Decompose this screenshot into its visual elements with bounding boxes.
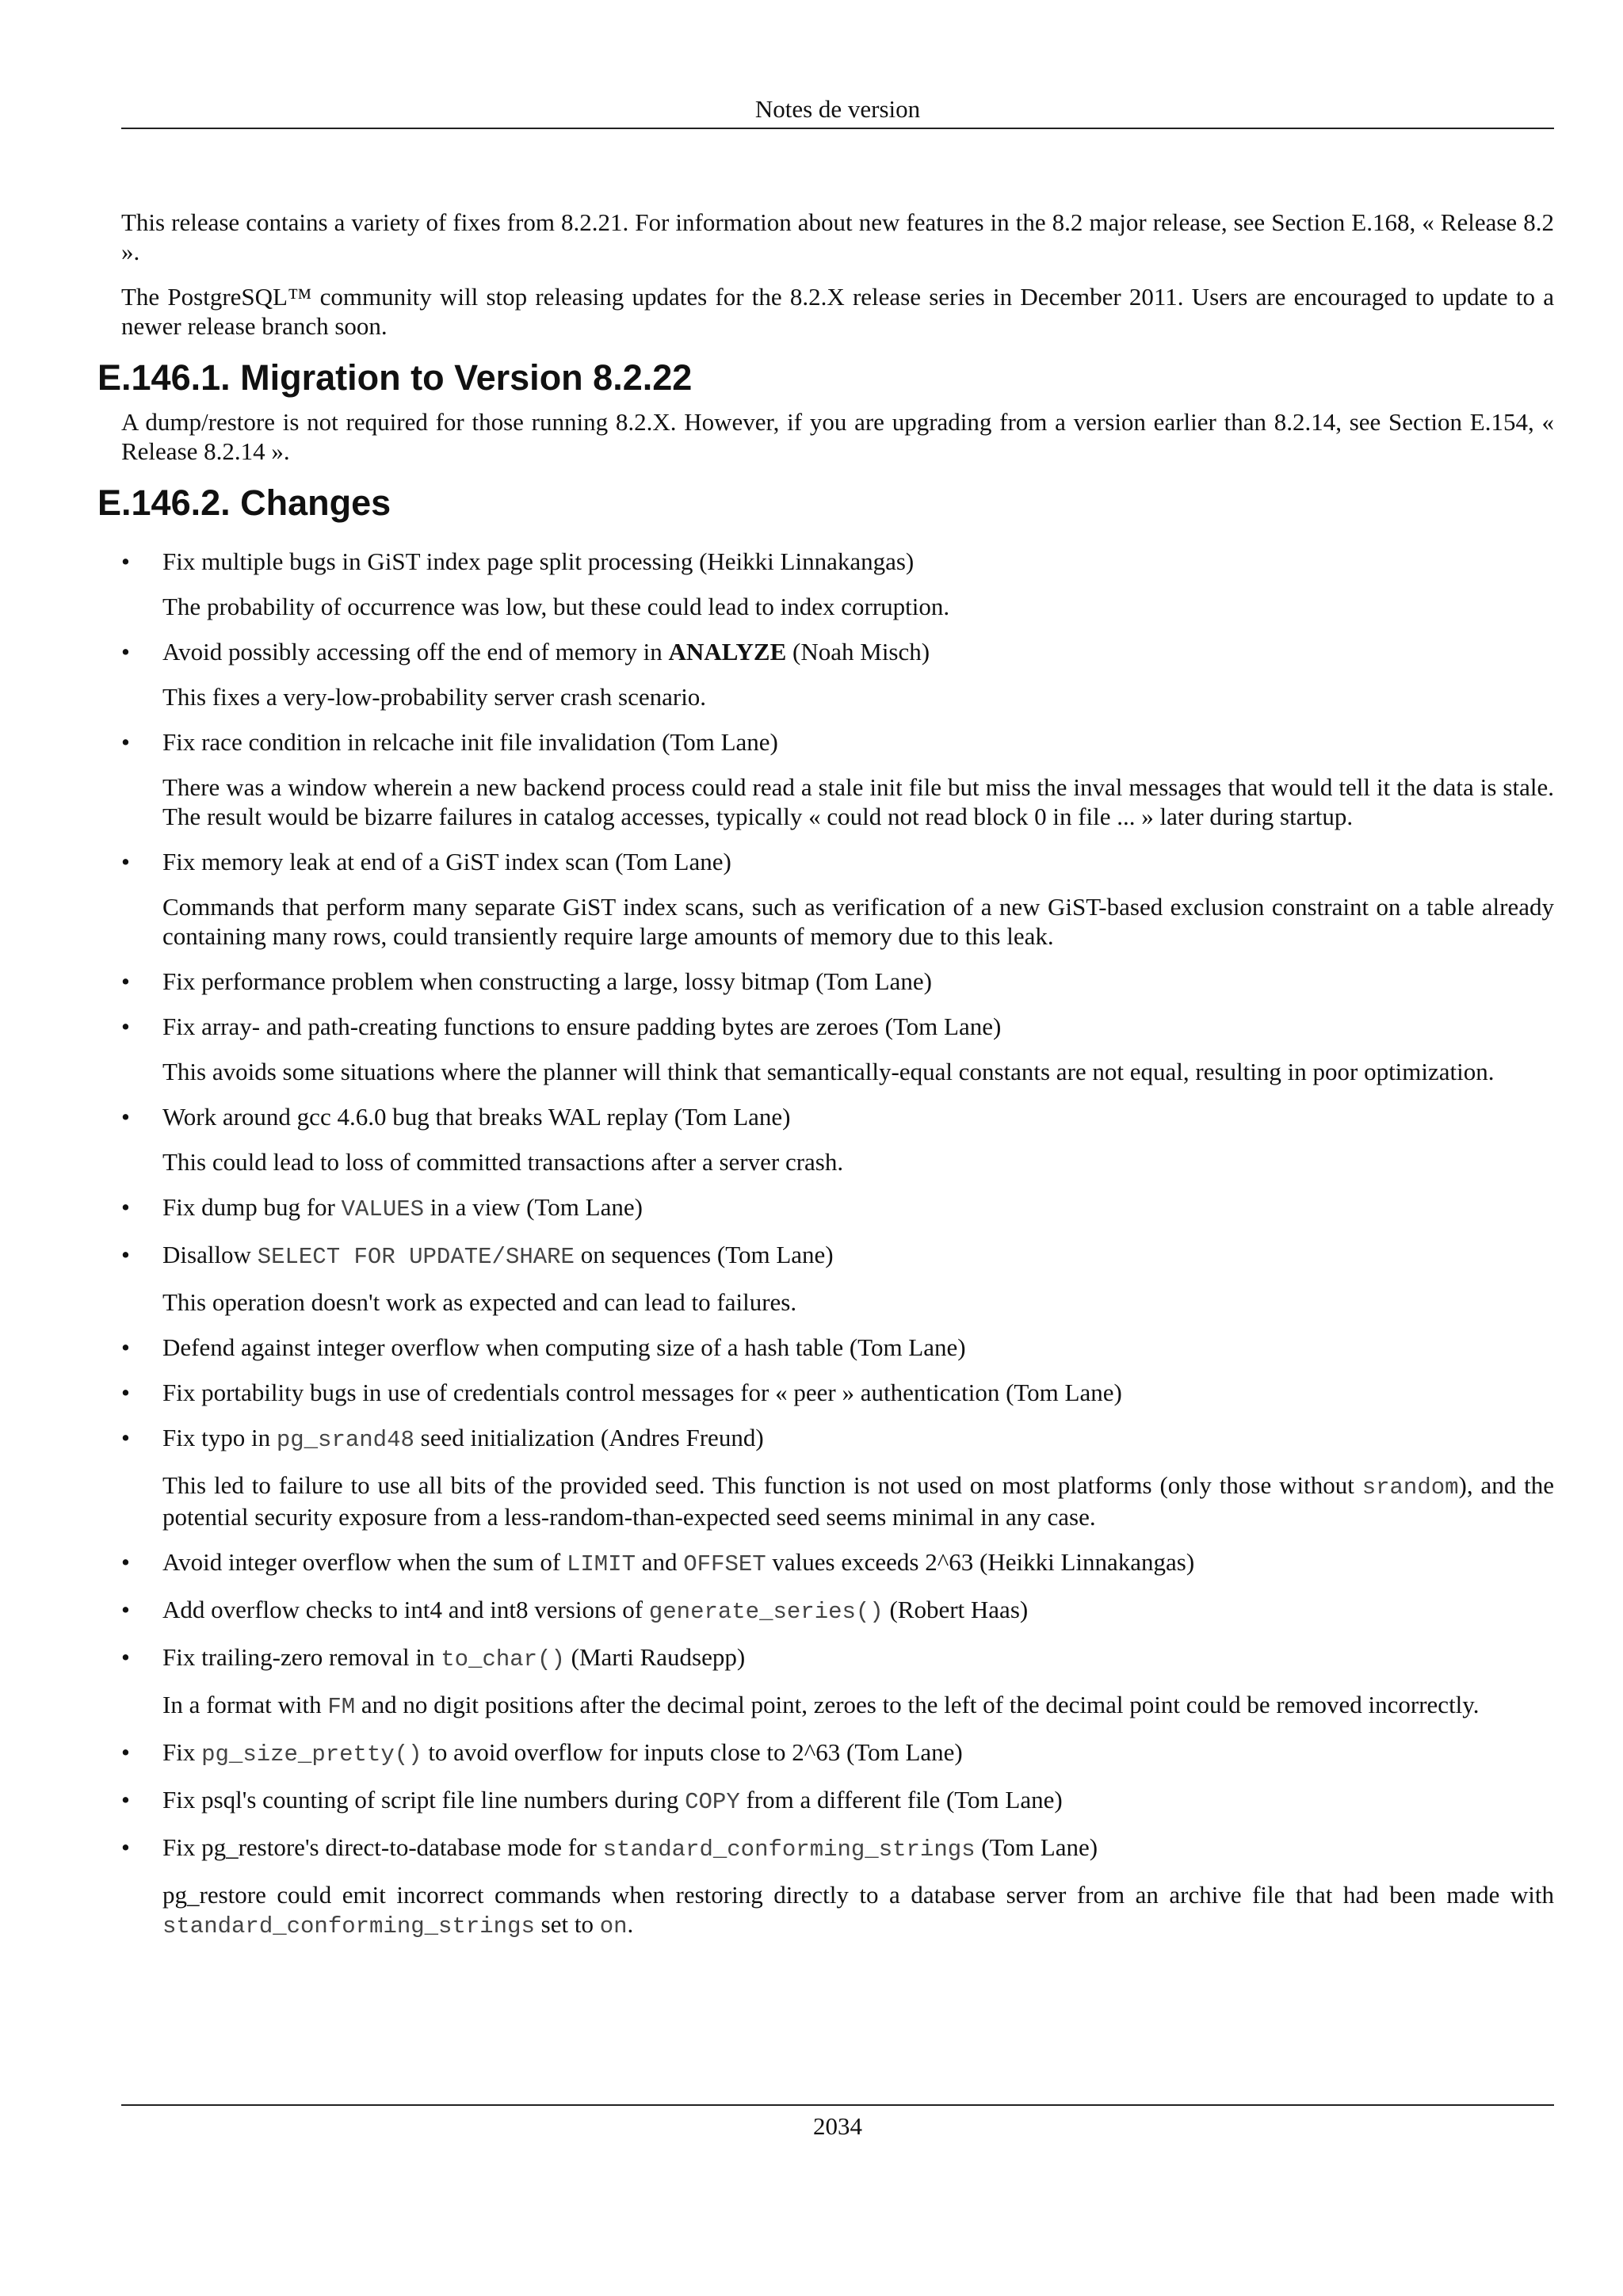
item-description — [162, 1690, 1554, 1722]
intro-paragraph: This release contains a variety of fixes from 8.2.21. For information about new features in the 8.2 major release, see Section E.168, « Release 8.2 ». — [121, 208, 1554, 265]
inline-code: standard_conforming_strings — [162, 1913, 535, 1939]
item-description: This fixes a very-low-probability server crash scenario. — [162, 683, 707, 711]
text-run: ), and the potential security exposure from a less-random-than-expected seed seems minimal in any case. — [162, 1471, 1554, 1531]
item-title — [162, 727, 1554, 757]
text-run: Avoid possibly accessing off the end of memory in — [162, 638, 669, 666]
list-item — [121, 1547, 1554, 1579]
list-item — [121, 1378, 1554, 1407]
item-title — [162, 1012, 1554, 1041]
list-item — [121, 1785, 1554, 1817]
page-number: 2034 — [813, 2112, 862, 2140]
text-run: Fix performance problem when constructing a large, lossy bitmap (Tom Lane) — [162, 967, 932, 995]
text-run: Fix trailing-zero removal in — [162, 1643, 441, 1671]
item-title — [162, 1833, 1554, 1864]
list-item — [121, 1102, 1554, 1177]
text-run: Work around gcc 4.6.0 bug that breaks WAL replay (Tom Lane) — [162, 1103, 791, 1131]
inline-code: FM — [327, 1694, 356, 1720]
inline-code: standard_conforming_strings — [602, 1836, 976, 1863]
list-item — [121, 847, 1554, 951]
inline-code: pg_size_pretty() — [201, 1741, 422, 1768]
text-run: pg_restore could emit incorrect commands when restoring directly to a database server from an archive file that had been made with — [162, 1881, 1554, 1909]
item-description: This could lead to loss of committed transactions after a server crash. — [162, 1148, 844, 1176]
text-run: set to — [534, 1910, 600, 1938]
inline-code: to_char() — [441, 1646, 565, 1672]
text-run: Disallow — [162, 1241, 258, 1268]
migration-heading: E.146.1. Migration to Version 8.2.22 — [97, 357, 693, 398]
item-title — [162, 1642, 1554, 1674]
inline-code: OFFSET — [683, 1551, 766, 1577]
text-run: values exceeds 2^63 (Heikki Linnakangas) — [766, 1548, 1195, 1576]
text-run: Fix portability bugs in use of credentials control messages for « peer » authentication (Tom Lane) — [162, 1379, 1122, 1406]
inline-code: COPY — [685, 1789, 740, 1815]
text-run: seed initialization (Andres Freund) — [414, 1424, 764, 1451]
item-description: There was a window wherein a new backend process could read a stale init file but miss the inval messages that would tell it the data is stale. The result would be bizarre failures in catalog accesses, typically « could not read block 0 in file ... » later during startup. — [162, 773, 1554, 830]
changes-list — [121, 547, 1554, 1941]
text-run: Fix pg_restore's direct-to-database mode for — [162, 1833, 603, 1861]
item-title — [162, 967, 1554, 996]
list-item — [121, 1833, 1554, 1941]
item-title — [162, 1785, 1554, 1817]
list-item — [121, 1192, 1554, 1224]
inline-code: generate_series() — [648, 1599, 884, 1625]
text-run: (Noah Misch) — [786, 638, 930, 666]
item-title — [162, 1378, 1554, 1407]
list-item — [121, 1423, 1554, 1531]
text-run: Fix dump bug for — [162, 1193, 342, 1221]
text-run: in a view (Tom Lane) — [424, 1193, 643, 1221]
list-item — [121, 1595, 1554, 1627]
list-item — [121, 547, 1554, 621]
text-run: Fix race condition in relcache init file invalidation (Tom Lane) — [162, 728, 778, 756]
item-description: The probability of occurrence was low, but these could lead to index corruption. — [162, 593, 950, 620]
item-title — [162, 1240, 1554, 1272]
item-title — [162, 1595, 1554, 1627]
item-description: This avoids some situations where the planner will think that semantically-equal constants are not equal, resulting in poor optimization. — [162, 1058, 1495, 1085]
text-run: Fix psql's counting of script file line numbers during — [162, 1786, 685, 1814]
running-header: Notes de version — [754, 95, 921, 123]
text-run: on sequences (Tom Lane) — [574, 1241, 834, 1268]
command-name: ANALYZE — [668, 638, 787, 666]
text-run: Fix typo in — [162, 1424, 277, 1451]
item-title — [162, 847, 1554, 876]
item-title — [162, 1547, 1554, 1579]
item-title — [162, 1737, 1554, 1769]
item-description — [162, 1470, 1554, 1531]
item-title — [162, 547, 1554, 576]
text-run: to avoid overflow for inputs close to 2^63 (Tom Lane) — [422, 1738, 963, 1766]
text-run: Fix — [162, 1738, 202, 1766]
text-run: and — [635, 1548, 684, 1576]
item-title — [162, 1333, 1554, 1362]
list-item — [121, 637, 1554, 711]
text-run: (Tom Lane) — [975, 1833, 1098, 1861]
list-item — [121, 1012, 1554, 1086]
text-run: This led to failure to use all bits of the provided seed. This function is not used on most platforms (only those without — [162, 1471, 1362, 1499]
item-description — [162, 1880, 1554, 1941]
list-item — [121, 1737, 1554, 1769]
item-title — [162, 1423, 1554, 1455]
migration-paragraph: A dump/restore is not required for those running 8.2.X. However, if you are upgrading from a version earlier than 8.2.14, see Section E.154, « Release 8.2.14 ». — [121, 408, 1554, 465]
page-content — [97, 208, 1554, 1957]
inline-code: pg_srand48 — [276, 1427, 414, 1453]
text-run: Avoid integer overflow when the sum of — [162, 1548, 567, 1576]
text-run: (Robert Haas) — [883, 1596, 1029, 1623]
text-run: Fix memory leak at end of a GiST index scan (Tom Lane) — [162, 848, 731, 875]
text-run: Defend against integer overflow when computing size of a hash table (Tom Lane) — [162, 1333, 966, 1361]
footer-rule — [121, 2104, 1554, 2106]
intro-paragraph: The PostgreSQL™ community will stop releasing updates for the 8.2.X release series in December 2011. Users are encouraged to update to a newer release branch soon. — [121, 283, 1554, 340]
list-item — [121, 1333, 1554, 1362]
item-title — [162, 637, 1554, 666]
inline-code: VALUES — [341, 1196, 425, 1222]
text-run: In a format with — [162, 1691, 328, 1718]
text-run: (Marti Raudsepp) — [564, 1643, 746, 1671]
text-run: . — [627, 1910, 634, 1938]
text-run: Fix array- and path-creating functions to ensure padding bytes are zeroes (Tom Lane) — [162, 1013, 1002, 1040]
inline-code: SELECT FOR UPDATE/SHARE — [257, 1244, 575, 1270]
text-run: Fix multiple bugs in GiST index page split processing (Heikki Linnakangas) — [162, 547, 915, 575]
item-title — [162, 1192, 1554, 1224]
inline-code: srandom — [1361, 1474, 1459, 1501]
inline-code: LIMIT — [566, 1551, 636, 1577]
list-item — [121, 1642, 1554, 1722]
text-run: and no digit positions after the decimal point, zeroes to the left of the decimal point could be removed incorrectly. — [355, 1691, 1480, 1718]
item-title — [162, 1102, 1554, 1131]
list-item — [121, 727, 1554, 831]
text-run: Add overflow checks to int4 and int8 versions of — [162, 1596, 649, 1623]
changes-heading: E.146.2. Changes — [97, 482, 391, 523]
text-run: from a different file (Tom Lane) — [739, 1786, 1063, 1814]
list-item — [121, 967, 1554, 996]
item-description: Commands that perform many separate GiST index scans, such as verification of a new GiST-based exclusion constraint on a table already containing many rows, could transiently require large amounts of memory due to this leak. — [162, 893, 1554, 950]
inline-code: on — [599, 1913, 628, 1939]
item-description: This operation doesn't work as expected and can lead to failures. — [162, 1288, 797, 1316]
list-item — [121, 1240, 1554, 1317]
header-rule — [121, 128, 1554, 129]
